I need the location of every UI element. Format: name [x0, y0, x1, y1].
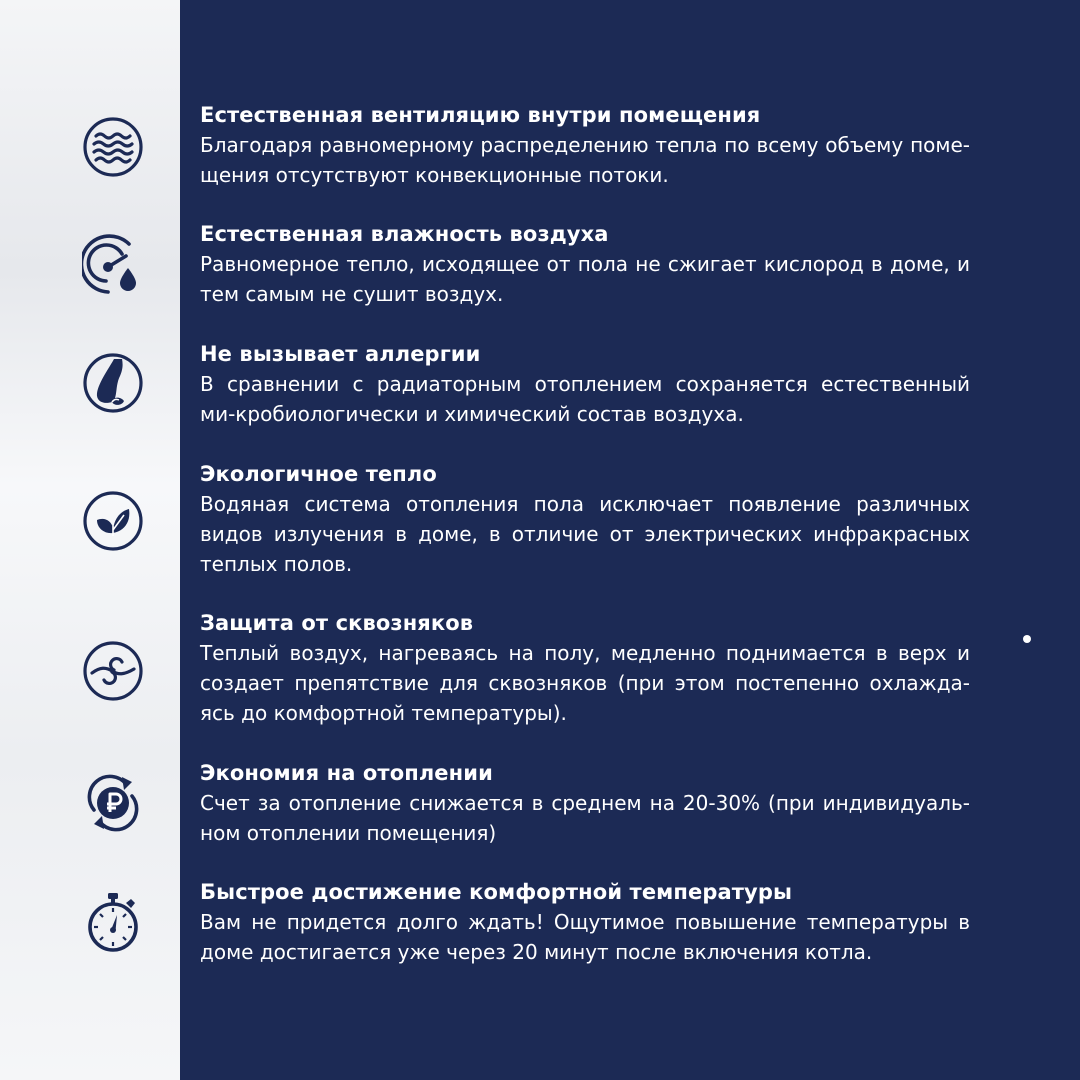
feature-title: Естественная вентиляцию внутри помещения	[200, 103, 761, 127]
feature-text: Вам не придется долго ждать! Ощутимое повышение температуры в доме достигается уже через 20 минут после включения котла.	[200, 910, 970, 964]
air-waves-icon	[82, 116, 144, 178]
feature-title: Естественная влажность воздуха	[200, 222, 609, 246]
feature-text: Счет за отопление снижается в среднем на 20-30% (при индивидуаль-ном отоплении помещения)	[200, 791, 970, 845]
feature-ventilation	[200, 100, 970, 190]
ruble-savings-icon	[82, 772, 144, 834]
nose-icon	[82, 352, 144, 414]
feature-humidity	[200, 219, 970, 309]
feature-text: В сравнении с радиаторным отоплением сохраняется естественный ми-кробиологически и химический состав воздуха.	[200, 372, 970, 426]
feature-title: Защита от сквозняков	[200, 611, 474, 635]
wind-icon	[82, 640, 144, 702]
decorative-dot	[1023, 635, 1031, 643]
feature-text: Водяная система отопления пола исключает появление различных видов излучения в доме, в отличие от электрических инфракрасных теплых полов.	[200, 492, 970, 576]
stopwatch-icon	[82, 890, 144, 952]
feature-title: Экономия на отоплении	[200, 761, 493, 785]
feature-text: Теплый воздух, нагреваясь на полу, медленно поднимается в верх и создает препятствие для сквозняков (при этом постепенно охлажда-ясь до комфортной температуры).	[200, 641, 970, 725]
feature-fast-heating	[200, 877, 970, 967]
feature-text: Благодаря равномерному распределению тепла по всему объему поме-щения отсутствуют конвекционные потоки.	[200, 133, 970, 187]
feature-title: Не вызывает аллергии	[200, 342, 481, 366]
feature-eco-heat	[200, 459, 970, 579]
feature-heating-savings	[200, 758, 970, 848]
feature-title: Быстрое достижение комфортной температуры	[200, 880, 793, 904]
feature-draft-protection	[200, 608, 970, 728]
feature-title: Экологичное тепло	[200, 462, 437, 486]
humidity-gauge-icon	[82, 234, 144, 296]
leaf-icon	[82, 490, 144, 552]
feature-text: Равномерное тепло, исходящее от пола не сжигает кислород в доме, и тем самым не сушит воздух.	[200, 252, 970, 306]
feature-no-allergy	[200, 339, 970, 429]
